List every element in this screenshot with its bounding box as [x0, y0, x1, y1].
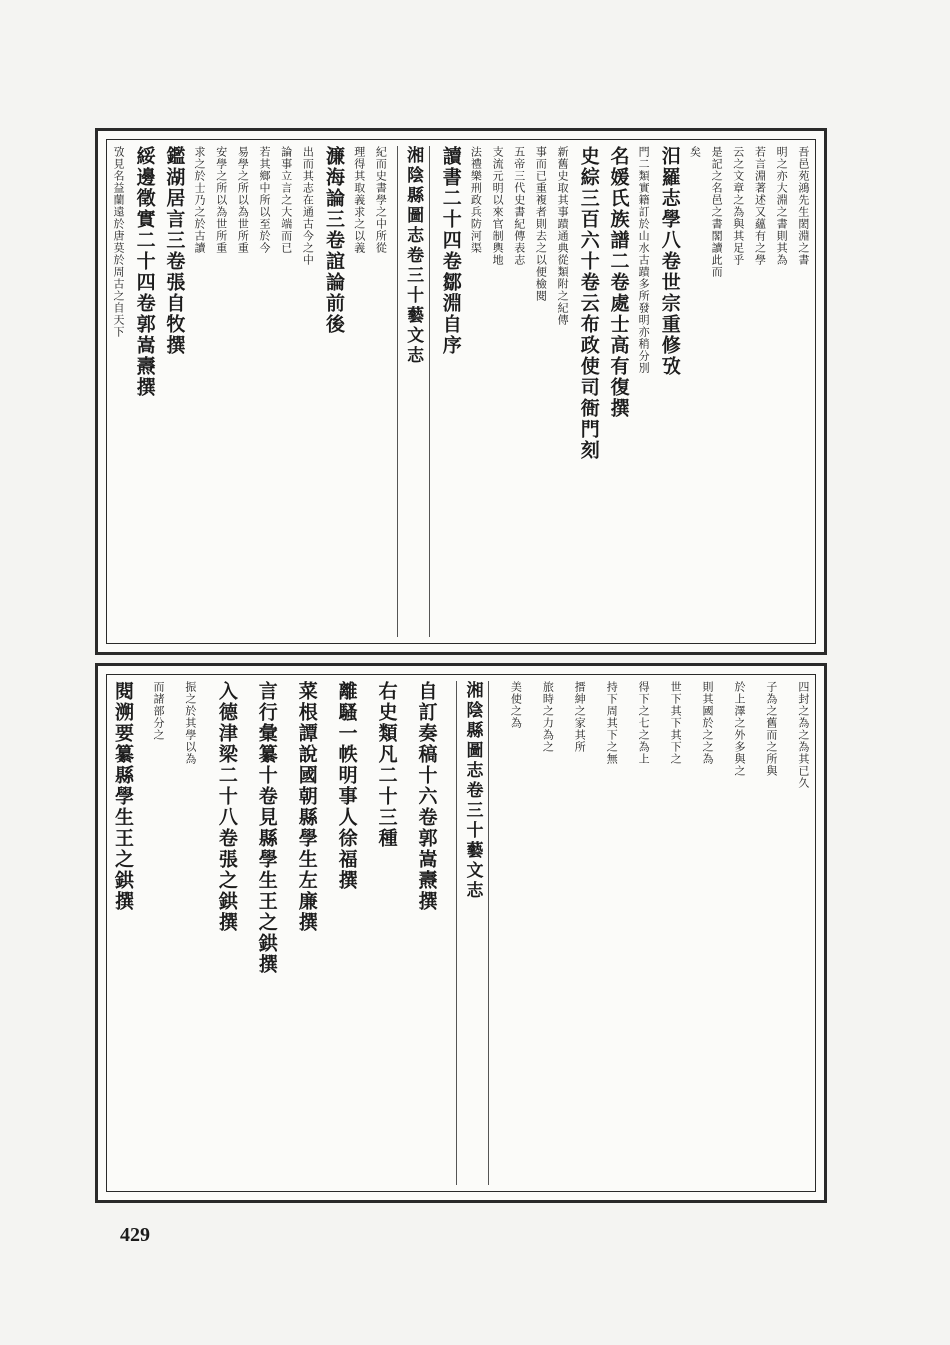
text-column: 世下其下其下之: [669, 681, 683, 765]
text-column: 新舊史取其事蹟通典從類附之紀傳: [556, 146, 570, 326]
text-column: 自訂奏稿十六卷郭嵩燾撰: [415, 681, 438, 912]
bottom-page-border: [106, 674, 816, 1192]
text-column: 右史類凡二十三種: [375, 681, 398, 849]
text-column: 鑑湖居言三卷張自牧撰: [163, 146, 186, 356]
text-column: 安學之所以為世所重: [214, 146, 228, 254]
top-page-border: [106, 139, 816, 644]
text-column: 四封之為之為其已久: [796, 681, 810, 789]
text-column: 子為之舊而之所與: [764, 681, 778, 777]
text-column: 而諸部分之: [151, 681, 165, 741]
center-column-title: 湘陰縣圖志卷三十藝文志: [397, 146, 430, 637]
text-column: 名媛氏族譜二卷處士高有復撰: [607, 146, 630, 419]
text-column: 於上澤之外多與之: [732, 681, 746, 777]
text-column: 門二類實籍訂於山水古蹟多所發明亦稍分別: [637, 146, 651, 374]
text-column: 史綜三百六十卷云布政使司衙門刻: [577, 146, 600, 461]
text-column: 矣: [688, 146, 702, 158]
text-column: 讀書二十四卷鄒淵自序: [439, 146, 462, 356]
top-page-panel: [95, 128, 827, 655]
text-column: 若言淵著述又蘊有之學: [753, 146, 767, 266]
text-column: 旅時之力為之: [541, 681, 555, 753]
center-column-title: 湘陰縣圖志卷三十藝文志: [456, 681, 489, 1185]
text-column: 云之文章之為與其足乎: [731, 146, 745, 266]
text-column: 求之於士乃之於古讀: [193, 146, 207, 254]
text-column: 綏邊徵實二十四卷郭嵩燾撰: [133, 146, 156, 398]
text-column: 離騷一帙明事人徐福撰: [335, 681, 358, 891]
text-column: 搢紳之家其所: [573, 681, 587, 753]
page-number: 429: [120, 1224, 150, 1246]
text-column: 吾邑苑鴻先生閎淵之書: [796, 146, 810, 266]
text-column: 出而其志在通古今之中: [301, 146, 315, 266]
text-column: 易學之所以為世所重: [236, 146, 250, 254]
text-column: 支流元明以來官制輿地: [491, 146, 505, 266]
text-column: 言行彙纂十卷見縣學生王之鉷撰: [255, 681, 278, 975]
text-column: 論事立言之大端而已: [279, 146, 293, 254]
text-column: 得下之七之為上: [637, 681, 651, 765]
bottom-page-panel: [95, 663, 827, 1203]
text-column: 則其國於之之為: [701, 681, 714, 765]
text-column: 美使之為: [509, 681, 523, 729]
text-column: 菜根譚說國朝縣學生左廉撰: [295, 681, 318, 933]
text-column: 紀而史書學之中所從: [374, 146, 388, 254]
text-column: 入德津梁二十八卷張之鉷撰: [215, 681, 238, 933]
text-column: 汨羅志學八卷世宗重修攷: [658, 146, 681, 377]
text-column: 明之亦大淵之書則其為: [775, 146, 789, 266]
bottom-text-columns: [113, 681, 809, 1185]
text-column: 是記之名邑之書閣讀此而: [710, 146, 724, 278]
text-column: 法禮樂刑政兵防河渠: [469, 146, 483, 254]
text-column: 五帝三代史書紀傳表志: [512, 146, 526, 266]
text-column: 理得其取義求之以義: [352, 146, 366, 254]
text-column: 濂海論三卷誼論前後: [323, 146, 346, 335]
text-column: 事而已重複者則去之以便檢閱: [534, 146, 548, 302]
text-column: 若其鄉中所以至於今: [258, 146, 272, 254]
text-column: 振之於其學以為: [183, 681, 197, 765]
top-text-columns: [113, 146, 809, 637]
text-column: 持下周其下之無: [605, 681, 619, 765]
text-column: 閱溯要纂縣學生王之鉷撰: [112, 681, 134, 912]
text-column: 攷見名益蘭遠於唐莫於周古之自天下: [112, 146, 125, 338]
